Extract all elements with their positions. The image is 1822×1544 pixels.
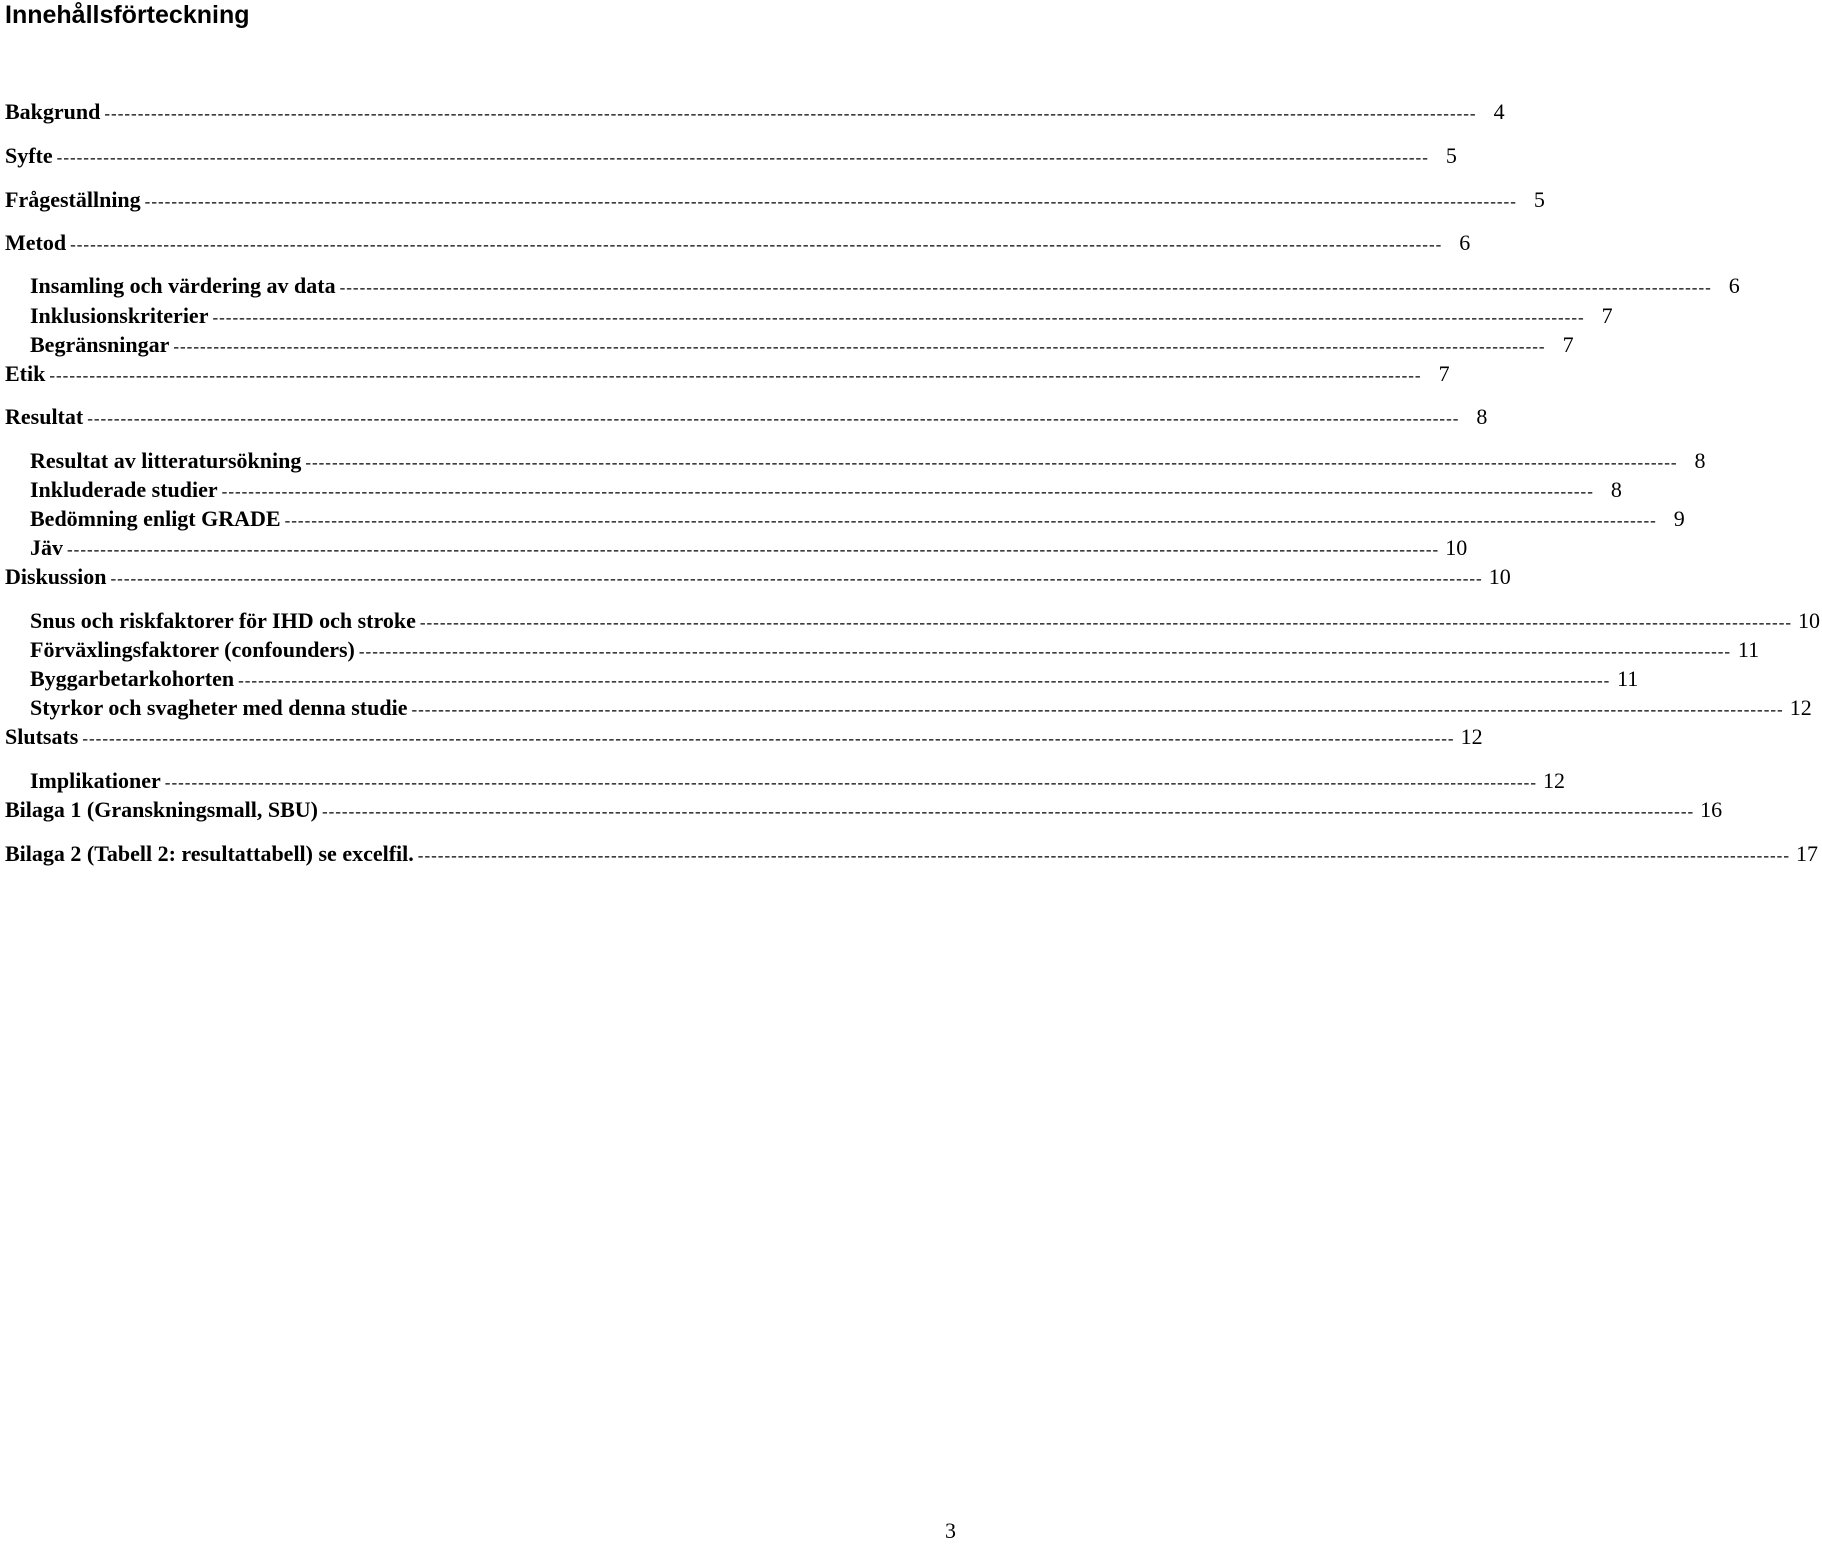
toc-leader: -------------------------------------------------------------------------------------------------------------------------------------------------------------------------------------------------------------- (212, 308, 1585, 327)
toc-entry-page: 12 (1543, 768, 1565, 793)
toc-entry-label: Metod (5, 230, 67, 255)
toc-entry-label: Inkluderade studier (30, 477, 218, 502)
toc-entry-label: Bilaga 2 (Tabell 2: resultattabell) se excelfil. (5, 841, 414, 866)
toc-entry-page: 7 (1562, 332, 1574, 357)
toc-entry-inklusionskriterier[interactable] (30, 303, 1613, 329)
toc-leader: -------------------------------------------------------------------------------------------------------------------------------------------------------------------------------------------------------------- (419, 613, 1793, 632)
toc-entry-label: Förväxlingsfaktorer (confounders) (30, 637, 355, 662)
toc-entry-label: Styrkor och svagheter med denna studie (30, 695, 408, 720)
toc-entry-label: Byggarbetarkohorten (30, 666, 235, 691)
toc-entry-page: 7 (1601, 303, 1613, 328)
toc-leader: -------------------------------------------------------------------------------------------------------------------------------------------------------------------------------------------------------------- (339, 278, 1712, 297)
toc-leader: -------------------------------------------------------------------------------------------------------------------------------------------------------------------------------------------------------------- (321, 802, 1695, 821)
toc-entry-page: 17 (1796, 841, 1818, 866)
toc-leader: -------------------------------------------------------------------------------------------------------------------------------------------------------------------------------------------------------------- (49, 366, 1422, 385)
toc-entry-label: Frågeställning (5, 187, 141, 212)
toc-leader: -------------------------------------------------------------------------------------------------------------------------------------------------------------------------------------------------------------- (173, 337, 1546, 356)
toc-entry-insamling[interactable] (30, 273, 1740, 299)
toc-entry-syfte[interactable] (5, 143, 1457, 169)
toc-entry-etik[interactable] (5, 361, 1450, 387)
toc-entry-slutsats[interactable] (5, 724, 1483, 750)
toc-leader: -------------------------------------------------------------------------------------------------------------------------------------------------------------------------------------------------------------- (70, 235, 1443, 254)
toc-entry-resultat[interactable] (5, 404, 1488, 430)
toc-entry-page: 11 (1737, 637, 1760, 662)
toc-leader: -------------------------------------------------------------------------------------------------------------------------------------------------------------------------------------------------------------- (104, 104, 1477, 123)
toc-entry-implikationer[interactable] (30, 768, 1565, 794)
toc-leader: -------------------------------------------------------------------------------------------------------------------------------------------------------------------------------------------------------------- (164, 773, 1537, 792)
toc-entry-jav[interactable] (30, 535, 1468, 561)
toc-entry-diskussion[interactable] (5, 564, 1511, 590)
toc-entry-label: Resultat av litteratursökning (30, 448, 302, 473)
toc-entry-label: Etik (5, 361, 46, 386)
toc-leader: -------------------------------------------------------------------------------------------------------------------------------------------------------------------------------------------------------------- (56, 148, 1429, 167)
toc-entry-bedomning-grade[interactable] (30, 506, 1685, 532)
toc-entry-page: 10 (1445, 535, 1468, 560)
toc-entry-page: 11 (1617, 666, 1639, 691)
toc-entry-label: Implikationer (30, 768, 161, 793)
toc-entry-label: Diskussion (5, 564, 107, 589)
toc-entry-label: Slutsats (5, 724, 79, 749)
toc-entry-snus-riskfaktorer[interactable] (30, 608, 1821, 634)
toc-entry-label: Inklusionskriterier (30, 303, 209, 328)
toc-entry-inkluderade-studier[interactable] (30, 477, 1622, 503)
toc-entry-page: 6 (1459, 230, 1471, 255)
toc-leader: -------------------------------------------------------------------------------------------------------------------------------------------------------------------------------------------------------------- (144, 192, 1517, 211)
toc-leader: -------------------------------------------------------------------------------------------------------------------------------------------------------------------------------------------------------------- (417, 846, 1790, 865)
toc-entry-bilaga-1[interactable] (5, 797, 1723, 823)
toc-leader: -------------------------------------------------------------------------------------------------------------------------------------------------------------------------------------------------------------- (82, 729, 1455, 748)
toc-leader: -------------------------------------------------------------------------------------------------------------------------------------------------------------------------------------------------------------- (67, 540, 1440, 559)
toc-entry-page: 12 (1789, 695, 1812, 720)
toc-leader: -------------------------------------------------------------------------------------------------------------------------------------------------------------------------------------------------------------- (305, 453, 1678, 472)
page-title: Innehållsförteckning (5, 1, 250, 29)
toc-entry-page: 5 (1533, 187, 1545, 212)
toc-entry-label: Bilaga 1 (Granskningsmall, SBU) (5, 797, 318, 822)
toc-entry-styrkor-svagheter[interactable] (30, 695, 1812, 721)
toc-leader: -------------------------------------------------------------------------------------------------------------------------------------------------------------------------------------------------------------- (411, 700, 1784, 719)
toc-entry-label: Bedömning enligt GRADE (30, 506, 281, 531)
toc-entry-label: Jäv (30, 535, 63, 560)
toc-entry-label: Resultat (5, 404, 84, 429)
toc-leader: -------------------------------------------------------------------------------------------------------------------------------------------------------------------------------------------------------------- (358, 642, 1732, 661)
toc-leader: -------------------------------------------------------------------------------------------------------------------------------------------------------------------------------------------------------------- (221, 482, 1594, 501)
page-number: 3 (945, 1518, 956, 1543)
toc-entry-page: 8 (1610, 477, 1622, 502)
toc-entry-fragestallning[interactable] (5, 187, 1545, 213)
toc-entry-page: 8 (1476, 404, 1488, 429)
toc-entry-page: 16 (1700, 797, 1723, 822)
toc-leader: -------------------------------------------------------------------------------------------------------------------------------------------------------------------------------------------------------------- (110, 569, 1483, 588)
toc-entry-page: 10 (1488, 564, 1511, 589)
toc-leader: -------------------------------------------------------------------------------------------------------------------------------------------------------------------------------------------------------------- (284, 511, 1657, 530)
toc-leader: -------------------------------------------------------------------------------------------------------------------------------------------------------------------------------------------------------------- (238, 671, 1611, 690)
toc-entry-label: Syfte (5, 143, 53, 168)
toc-entry-page: 12 (1460, 724, 1483, 749)
toc-entry-bakgrund[interactable] (5, 99, 1505, 125)
toc-entry-begransningar[interactable] (30, 332, 1574, 358)
toc-entry-byggarbetarkohorten[interactable] (30, 666, 1639, 692)
toc-entry-metod[interactable] (5, 230, 1471, 256)
toc-entry-label: Bakgrund (5, 99, 101, 124)
toc-entry-page: 6 (1728, 273, 1740, 298)
toc-entry-page: 4 (1493, 99, 1505, 124)
toc-entry-forvaxlingsfaktorer[interactable] (30, 637, 1760, 663)
toc-entry-page: 8 (1694, 448, 1706, 473)
toc-entry-label: Snus och riskfaktorer för IHD och stroke (30, 608, 416, 633)
toc-entry-page: 5 (1445, 143, 1457, 168)
toc-entry-page: 10 (1798, 608, 1821, 633)
toc-entry-bilaga-2[interactable] (5, 841, 1818, 867)
toc-entry-page: 7 (1438, 361, 1450, 386)
toc-entry-label: Begränsningar (30, 332, 170, 357)
toc-entry-page: 9 (1673, 506, 1685, 531)
toc-entry-resultat-litteratursokning[interactable] (30, 448, 1706, 474)
toc-leader: -------------------------------------------------------------------------------------------------------------------------------------------------------------------------------------------------------------- (87, 409, 1460, 428)
toc-entry-label: Insamling och värdering av data (30, 273, 336, 298)
